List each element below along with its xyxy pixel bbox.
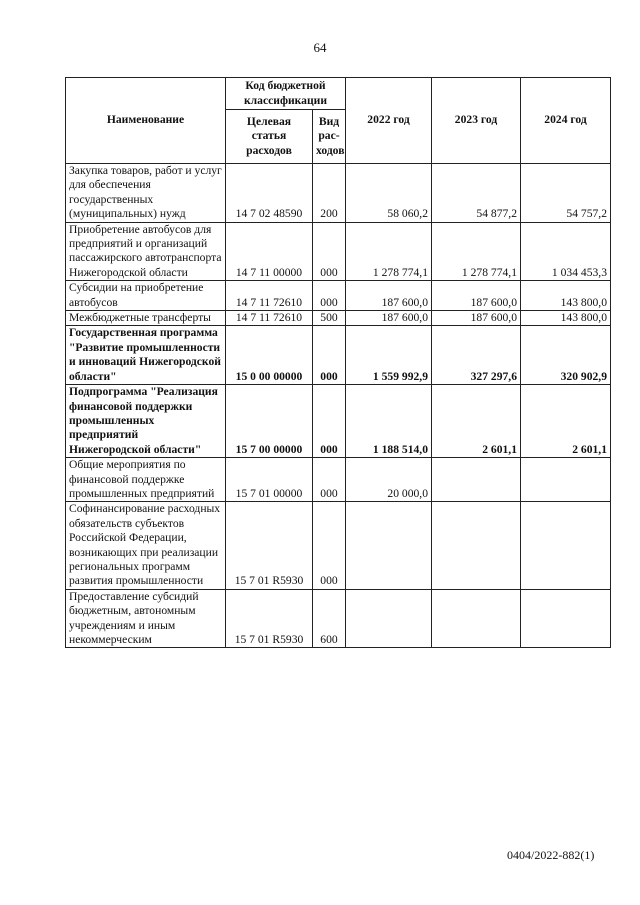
row-name: Подпрограмма "Реализация финансовой поддержки промышленных предприятий Нижегородской области" <box>66 385 226 458</box>
row-2023: 187 600,0 <box>432 311 521 326</box>
row-2024 <box>521 458 611 502</box>
row-2023 <box>432 458 521 502</box>
row-2024: 320 902,9 <box>521 326 611 385</box>
row-2023: 1 278 774,1 <box>432 222 521 281</box>
row-name: Общие мероприятия по финансовой поддержке промышленных предприятий <box>66 458 226 502</box>
header-2022: 2022 год <box>346 78 432 164</box>
row-2022: 187 600,0 <box>346 281 432 311</box>
row-name: Приобретение автобусов для предприятий и организаций пассажирского автотранспорта Нижегородской области <box>66 222 226 281</box>
header-budget-code: Код бюджетной классификации <box>226 78 346 110</box>
row-2023: 54 877,2 <box>432 164 521 223</box>
row-name: Закупка товаров, работ и услуг для обеспечения государственных (муниципальных) нужд <box>66 164 226 223</box>
row-expense-type: 000 <box>313 222 346 281</box>
row-2024: 2 601,1 <box>521 385 611 458</box>
row-2024: 54 757,2 <box>521 164 611 223</box>
page-number: 64 <box>313 40 327 55</box>
header-2023: 2023 год <box>432 78 521 164</box>
row-code: 15 7 01 R5930 <box>226 589 313 648</box>
row-code: 15 7 01 00000 <box>226 458 313 502</box>
table-row <box>66 222 611 281</box>
row-expense-type: 000 <box>313 502 346 589</box>
row-2024 <box>521 502 611 589</box>
row-code: 14 7 11 72610 <box>226 311 313 326</box>
row-code: 14 7 02 48590 <box>226 164 313 223</box>
row-2022: 1 278 774,1 <box>346 222 432 281</box>
row-expense-type: 000 <box>313 326 346 385</box>
row-name: Софинансирование расходных обязательств субъектов Российской Федерации, возникающих при реализации региональных программ развития промышленности <box>66 502 226 589</box>
table-row <box>66 311 611 326</box>
row-expense-type: 000 <box>313 281 346 311</box>
row-expense-type: 500 <box>313 311 346 326</box>
row-expense-type: 200 <box>313 164 346 223</box>
row-2022: 1 559 992,9 <box>346 326 432 385</box>
table-row <box>66 281 611 311</box>
row-code: 15 0 00 00000 <box>226 326 313 385</box>
row-2022: 20 000,0 <box>346 458 432 502</box>
table-row <box>66 458 611 502</box>
row-2024: 1 034 453,3 <box>521 222 611 281</box>
table-row <box>66 502 611 589</box>
row-code: 15 7 00 00000 <box>226 385 313 458</box>
header-name: Наименование <box>66 78 226 164</box>
row-expense-type: 000 <box>313 385 346 458</box>
row-code: 14 7 11 00000 <box>226 222 313 281</box>
header-target-article: Целевая статья расходов <box>226 110 313 164</box>
header-2024: 2024 год <box>521 78 611 164</box>
row-name: Предоставление субсидий бюджетным, автономным учреждениям и иным некоммерческим <box>66 589 226 648</box>
row-name: Межбюджетные трансферты <box>66 311 226 326</box>
row-name: Субсидии на приобретение автобусов <box>66 281 226 311</box>
row-2023: 187 600,0 <box>432 281 521 311</box>
budget-table <box>65 77 611 648</box>
row-2022 <box>346 502 432 589</box>
row-expense-type: 600 <box>313 589 346 648</box>
row-2022: 187 600,0 <box>346 311 432 326</box>
header-expense-type: Вид рас-ходов <box>313 110 346 164</box>
row-2023 <box>432 589 521 648</box>
row-2022: 58 060,2 <box>346 164 432 223</box>
table-row <box>66 164 611 223</box>
table-row <box>66 589 611 648</box>
table-row <box>66 326 611 385</box>
row-code: 15 7 01 R5930 <box>226 502 313 589</box>
row-2024: 143 800,0 <box>521 311 611 326</box>
row-2023: 2 601,1 <box>432 385 521 458</box>
row-2024 <box>521 589 611 648</box>
row-2024: 143 800,0 <box>521 281 611 311</box>
row-expense-type: 000 <box>313 458 346 502</box>
row-2023 <box>432 502 521 589</box>
row-2022 <box>346 589 432 648</box>
row-2023: 327 297,6 <box>432 326 521 385</box>
row-name: Государственная программа "Развитие промышленности и инноваций Нижегородской области" <box>66 326 226 385</box>
table-row <box>66 385 611 458</box>
document-code: 0404/2022-882(1) <box>507 848 595 862</box>
row-code: 14 7 11 72610 <box>226 281 313 311</box>
row-2022: 1 188 514,0 <box>346 385 432 458</box>
